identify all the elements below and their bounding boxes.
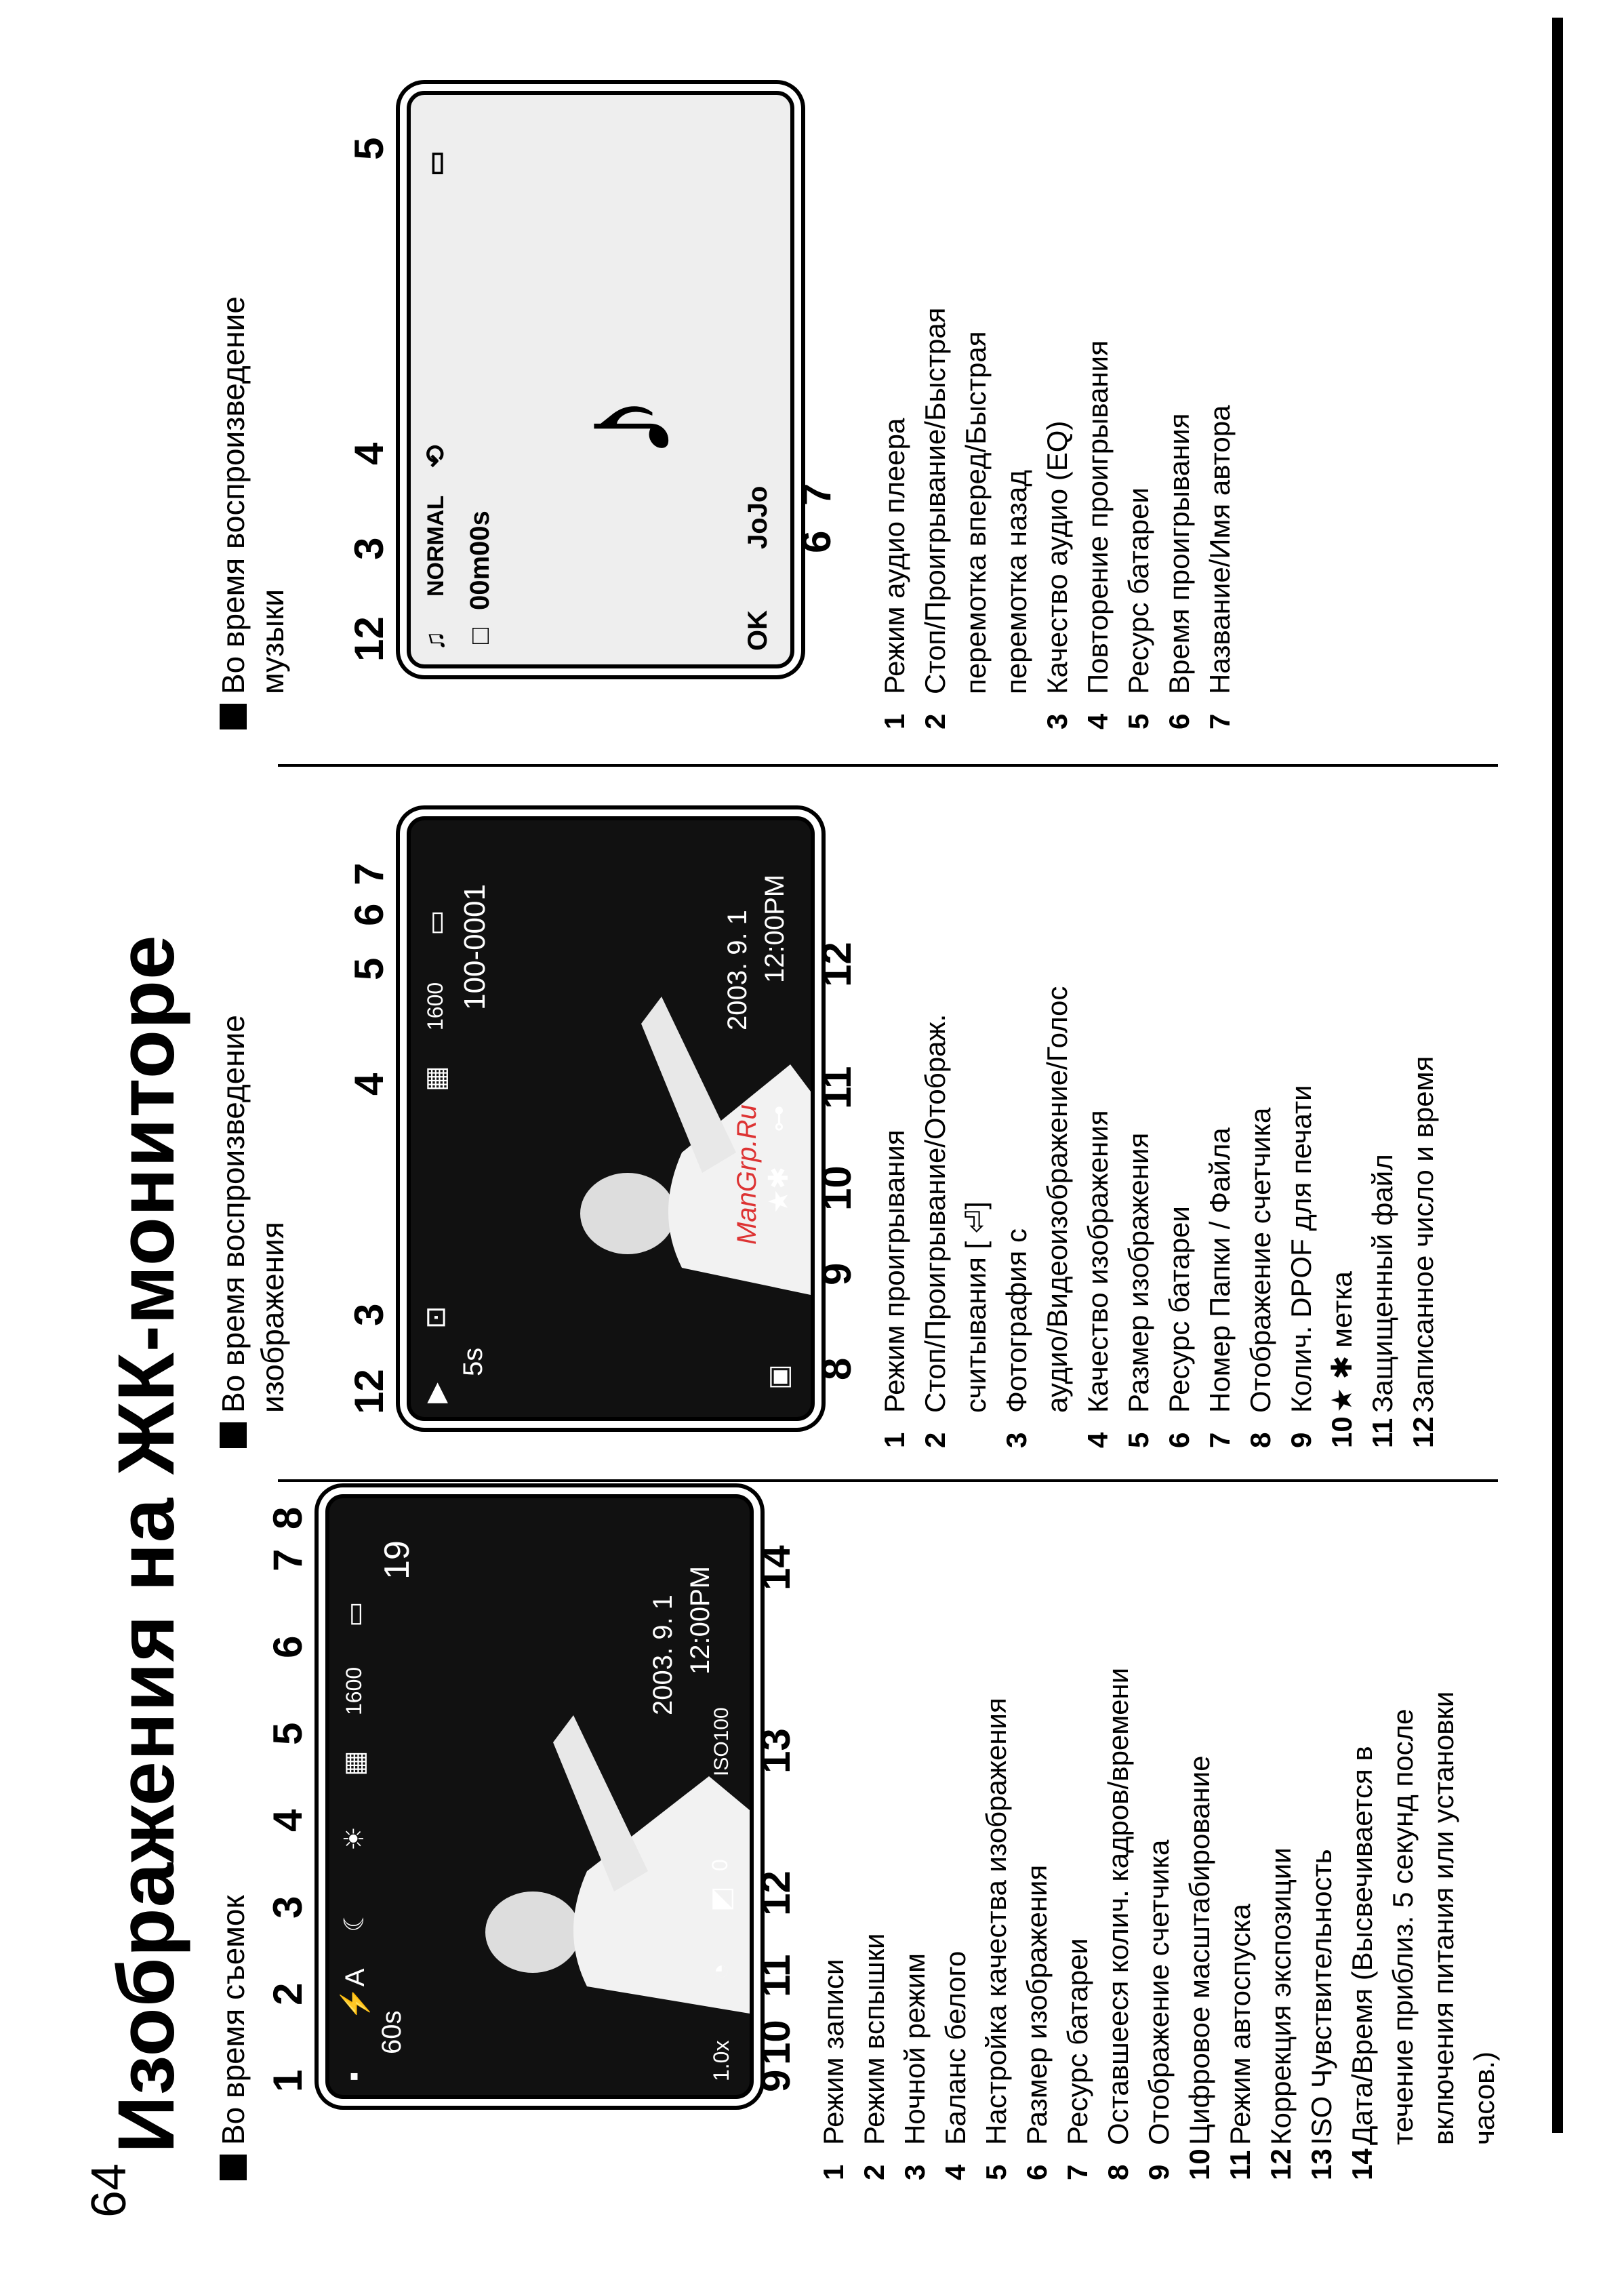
legend-item: 10★ ✱ метка bbox=[1326, 1271, 1358, 1448]
legend-item: 9Колич. DPOF для печати bbox=[1285, 1085, 1317, 1448]
playback-music-heading: Во время воспроизведение музыки bbox=[214, 296, 292, 729]
repeat-icon: ⟲ bbox=[421, 445, 451, 468]
legend-item: 4Баланс белого bbox=[939, 1950, 971, 2180]
legend-item: аудио/Видеоизображение/Голос bbox=[1041, 986, 1073, 1413]
heading-bullet-square bbox=[220, 1422, 247, 1448]
callout: 1 bbox=[265, 2069, 310, 2092]
callout: 6 bbox=[346, 903, 392, 926]
page-title: Изображения на ЖК-мониторе bbox=[102, 934, 191, 2153]
callout: 3 bbox=[265, 1896, 310, 1919]
shooting-callouts-bottom bbox=[752, 1414, 807, 2092]
playback-image-legend-list bbox=[874, 770, 1444, 1448]
legend-item: перемотка назад bbox=[1000, 470, 1032, 694]
callout: 4 bbox=[265, 1809, 310, 1832]
callout: 4 bbox=[346, 1073, 392, 1096]
ev-value: 0 bbox=[708, 1859, 732, 1871]
callout: 6 bbox=[265, 1635, 310, 1658]
legend-item: 12Коррекция экспозиции bbox=[1265, 1847, 1297, 2180]
self-timer-icon: ◔ bbox=[706, 1963, 735, 1980]
page-edge-rule bbox=[1552, 18, 1563, 2133]
legend-item: 2Стоп/Проигрывание/Отображ. bbox=[919, 1014, 951, 1448]
playback-music-callouts-top bbox=[346, 52, 400, 662]
legend-item-continuation: течение приблиз. 5 секунд после bbox=[1387, 1708, 1419, 2145]
time-left: 5s bbox=[458, 1347, 488, 1376]
legend-item-continuation: включения питания или установки bbox=[1427, 1691, 1459, 2145]
shooting-heading: Во время съемок bbox=[214, 1895, 253, 2180]
legend-item: 7Название/Имя автора bbox=[1204, 405, 1236, 729]
playback-mode-icon: ▶ bbox=[421, 1382, 451, 1403]
callout: 10 bbox=[814, 1165, 859, 1211]
callout: 5 bbox=[346, 957, 392, 980]
iso-value: ISO100 bbox=[710, 1707, 733, 1776]
legend-item: 1Режим аудио плеера bbox=[878, 418, 910, 729]
callout: 5 bbox=[265, 1722, 310, 1745]
iso-top-label: 1600 bbox=[342, 1666, 366, 1715]
zoom-value: 1.0x bbox=[709, 2040, 733, 2081]
dpof-icon: ▣ bbox=[764, 1364, 794, 1390]
quality-icon: ▦ bbox=[340, 1750, 369, 1776]
star-mark-icon: ★✱ bbox=[764, 1166, 794, 1214]
flash-mode-icon: ⚡A bbox=[340, 1968, 370, 2020]
shooting-legend-list bbox=[813, 1489, 1505, 2180]
legend-item: 14Дата/Время (Высвечивается в bbox=[1346, 1746, 1378, 2180]
callout: 8 bbox=[814, 1357, 859, 1380]
quality-icon: ▦ bbox=[421, 1066, 451, 1092]
legend-item: 5Настройка качества изображения bbox=[980, 1698, 1012, 2180]
legend-item: 8Отображение счетчика bbox=[1244, 1107, 1276, 1448]
shooting-callouts-top bbox=[264, 1414, 319, 2092]
ok-label: OK bbox=[743, 610, 773, 651]
elapsed-time: 00m00s bbox=[465, 511, 495, 610]
playback-music-lcd-screen bbox=[407, 91, 794, 668]
legend-item: 6Размер изображения bbox=[1021, 1864, 1053, 2180]
legend-item: 12Записанное число и время bbox=[1407, 1056, 1439, 1448]
legend-item: 4Повторение проигрывания bbox=[1082, 340, 1114, 729]
playback-image-callouts-top bbox=[346, 804, 400, 1414]
iso-label: 1600 bbox=[423, 982, 447, 1030]
audio-player-icon: ♫ bbox=[420, 630, 450, 651]
callout: 11 bbox=[814, 1066, 859, 1109]
time-display: 12:00PM bbox=[760, 874, 790, 983]
date-display: 2003. 9. 1 bbox=[723, 910, 752, 1030]
callout: 8 bbox=[265, 1506, 310, 1529]
callout: 3 bbox=[346, 1303, 392, 1326]
callout: 12 bbox=[346, 1369, 392, 1414]
callout: 2 bbox=[265, 1982, 310, 2005]
legend-item: перемотка вперед/Быстрая bbox=[960, 331, 992, 694]
column-divider-2 bbox=[278, 764, 1498, 767]
legend-item: 8Оставшееся колич. кадров/времени bbox=[1102, 1667, 1134, 2180]
legend-item: 10Цифровое масштабирование bbox=[1183, 1755, 1215, 2180]
legend-item: 5Ресурс батареи bbox=[1122, 487, 1154, 729]
legend-item: 3Фотография с bbox=[1000, 1228, 1032, 1448]
callout: 10 bbox=[753, 2020, 798, 2065]
callout: 14 bbox=[753, 1545, 798, 1590]
stop-play-icon: ⊡ bbox=[421, 1306, 451, 1329]
playback-music-legend-list bbox=[874, 52, 1240, 729]
callout: 5 bbox=[346, 137, 392, 160]
battery-icon: ▭ bbox=[421, 151, 451, 176]
shots-left: 19 bbox=[378, 1540, 417, 1580]
date-display: 2003. 9. 1 bbox=[648, 1595, 678, 1715]
artist-name: JoJo bbox=[743, 485, 773, 549]
legend-item: 6Время проигрывания bbox=[1163, 413, 1195, 729]
legend-item: 7Ресурс батареи bbox=[1061, 1938, 1093, 2180]
legend-item: 4Качество изображения bbox=[1082, 1110, 1114, 1448]
legend-item: 3Ночной режим bbox=[899, 1953, 931, 2180]
callout: 12 bbox=[814, 942, 859, 987]
battery-icon: ▭ bbox=[340, 1601, 369, 1627]
callout: 4 bbox=[346, 442, 392, 465]
playback-image-heading: Во время воспроизведение изображения bbox=[214, 1015, 292, 1448]
playback-image-callouts-bottom bbox=[813, 797, 868, 1407]
watermark: ManGrp.Ru bbox=[732, 1104, 762, 1245]
self-timer-time: 60s bbox=[377, 2010, 407, 2054]
callout: 11 bbox=[753, 1954, 798, 1997]
page-number: 64 bbox=[82, 2163, 136, 2218]
legend-item-continuation: часов.) bbox=[1468, 2051, 1500, 2145]
legend-item: 13ISO Чувствительность bbox=[1305, 1849, 1337, 2180]
legend-item: 2Режим вспышки bbox=[858, 1933, 890, 2180]
playback-music-callouts-bottom bbox=[793, 377, 847, 580]
callout: 3 bbox=[346, 537, 392, 560]
stop-icon: □ bbox=[465, 627, 495, 644]
callout: 7 bbox=[794, 483, 839, 506]
legend-item: 9Отображение счетчика bbox=[1143, 1839, 1175, 2180]
audio-quality: NORMAL bbox=[423, 495, 449, 597]
legend-item: 3Качество аудио (EQ) bbox=[1041, 420, 1073, 729]
legend-item: 11Защищенный файл bbox=[1366, 1154, 1398, 1448]
callout: 7 bbox=[265, 1548, 310, 1572]
callout: 9 bbox=[753, 2069, 798, 2092]
heading-bullet-square bbox=[220, 2155, 247, 2180]
callout: 13 bbox=[753, 1728, 798, 1774]
time-display: 12:00PM bbox=[685, 1565, 715, 1675]
record-mode-icon: ▪ bbox=[339, 2071, 369, 2081]
protect-icon: ⊶ bbox=[764, 1105, 794, 1132]
legend-item: 11Режим автоспуска bbox=[1224, 1904, 1256, 2180]
white-balance-icon: ☀ bbox=[340, 1826, 369, 1851]
legend-item: 5Размер изображения bbox=[1122, 1132, 1154, 1448]
legend-item: 2Стоп/Проигрывание/Быстрая bbox=[919, 307, 951, 729]
shooting-lcd-screen bbox=[325, 1494, 754, 2099]
folder-file-number: 100-0001 bbox=[458, 884, 491, 1010]
legend-item: 7Номер Папки / Файла bbox=[1204, 1127, 1236, 1448]
exposure-icon: ◩ bbox=[706, 1886, 736, 1912]
legend-item: 6Ресурс батареи bbox=[1163, 1206, 1195, 1448]
legend-item: 1Режим записи bbox=[817, 1959, 849, 2180]
callout: 6 bbox=[794, 530, 839, 553]
column-divider-1 bbox=[278, 1479, 1498, 1482]
music-note-icon: ♪ bbox=[548, 393, 699, 461]
heading-bullet-square bbox=[220, 704, 247, 729]
battery-icon: ▭ bbox=[421, 910, 451, 936]
legend-item: 1Режим проигрывания bbox=[878, 1129, 910, 1448]
callout: 12 bbox=[753, 1870, 798, 1916]
callout: 7 bbox=[346, 862, 392, 885]
legend-item: считывания [ ⏎] bbox=[960, 1201, 992, 1413]
night-mode-icon: ☾ bbox=[340, 1908, 369, 1932]
callout: 12 bbox=[346, 616, 392, 662]
callout: 9 bbox=[814, 1262, 859, 1285]
